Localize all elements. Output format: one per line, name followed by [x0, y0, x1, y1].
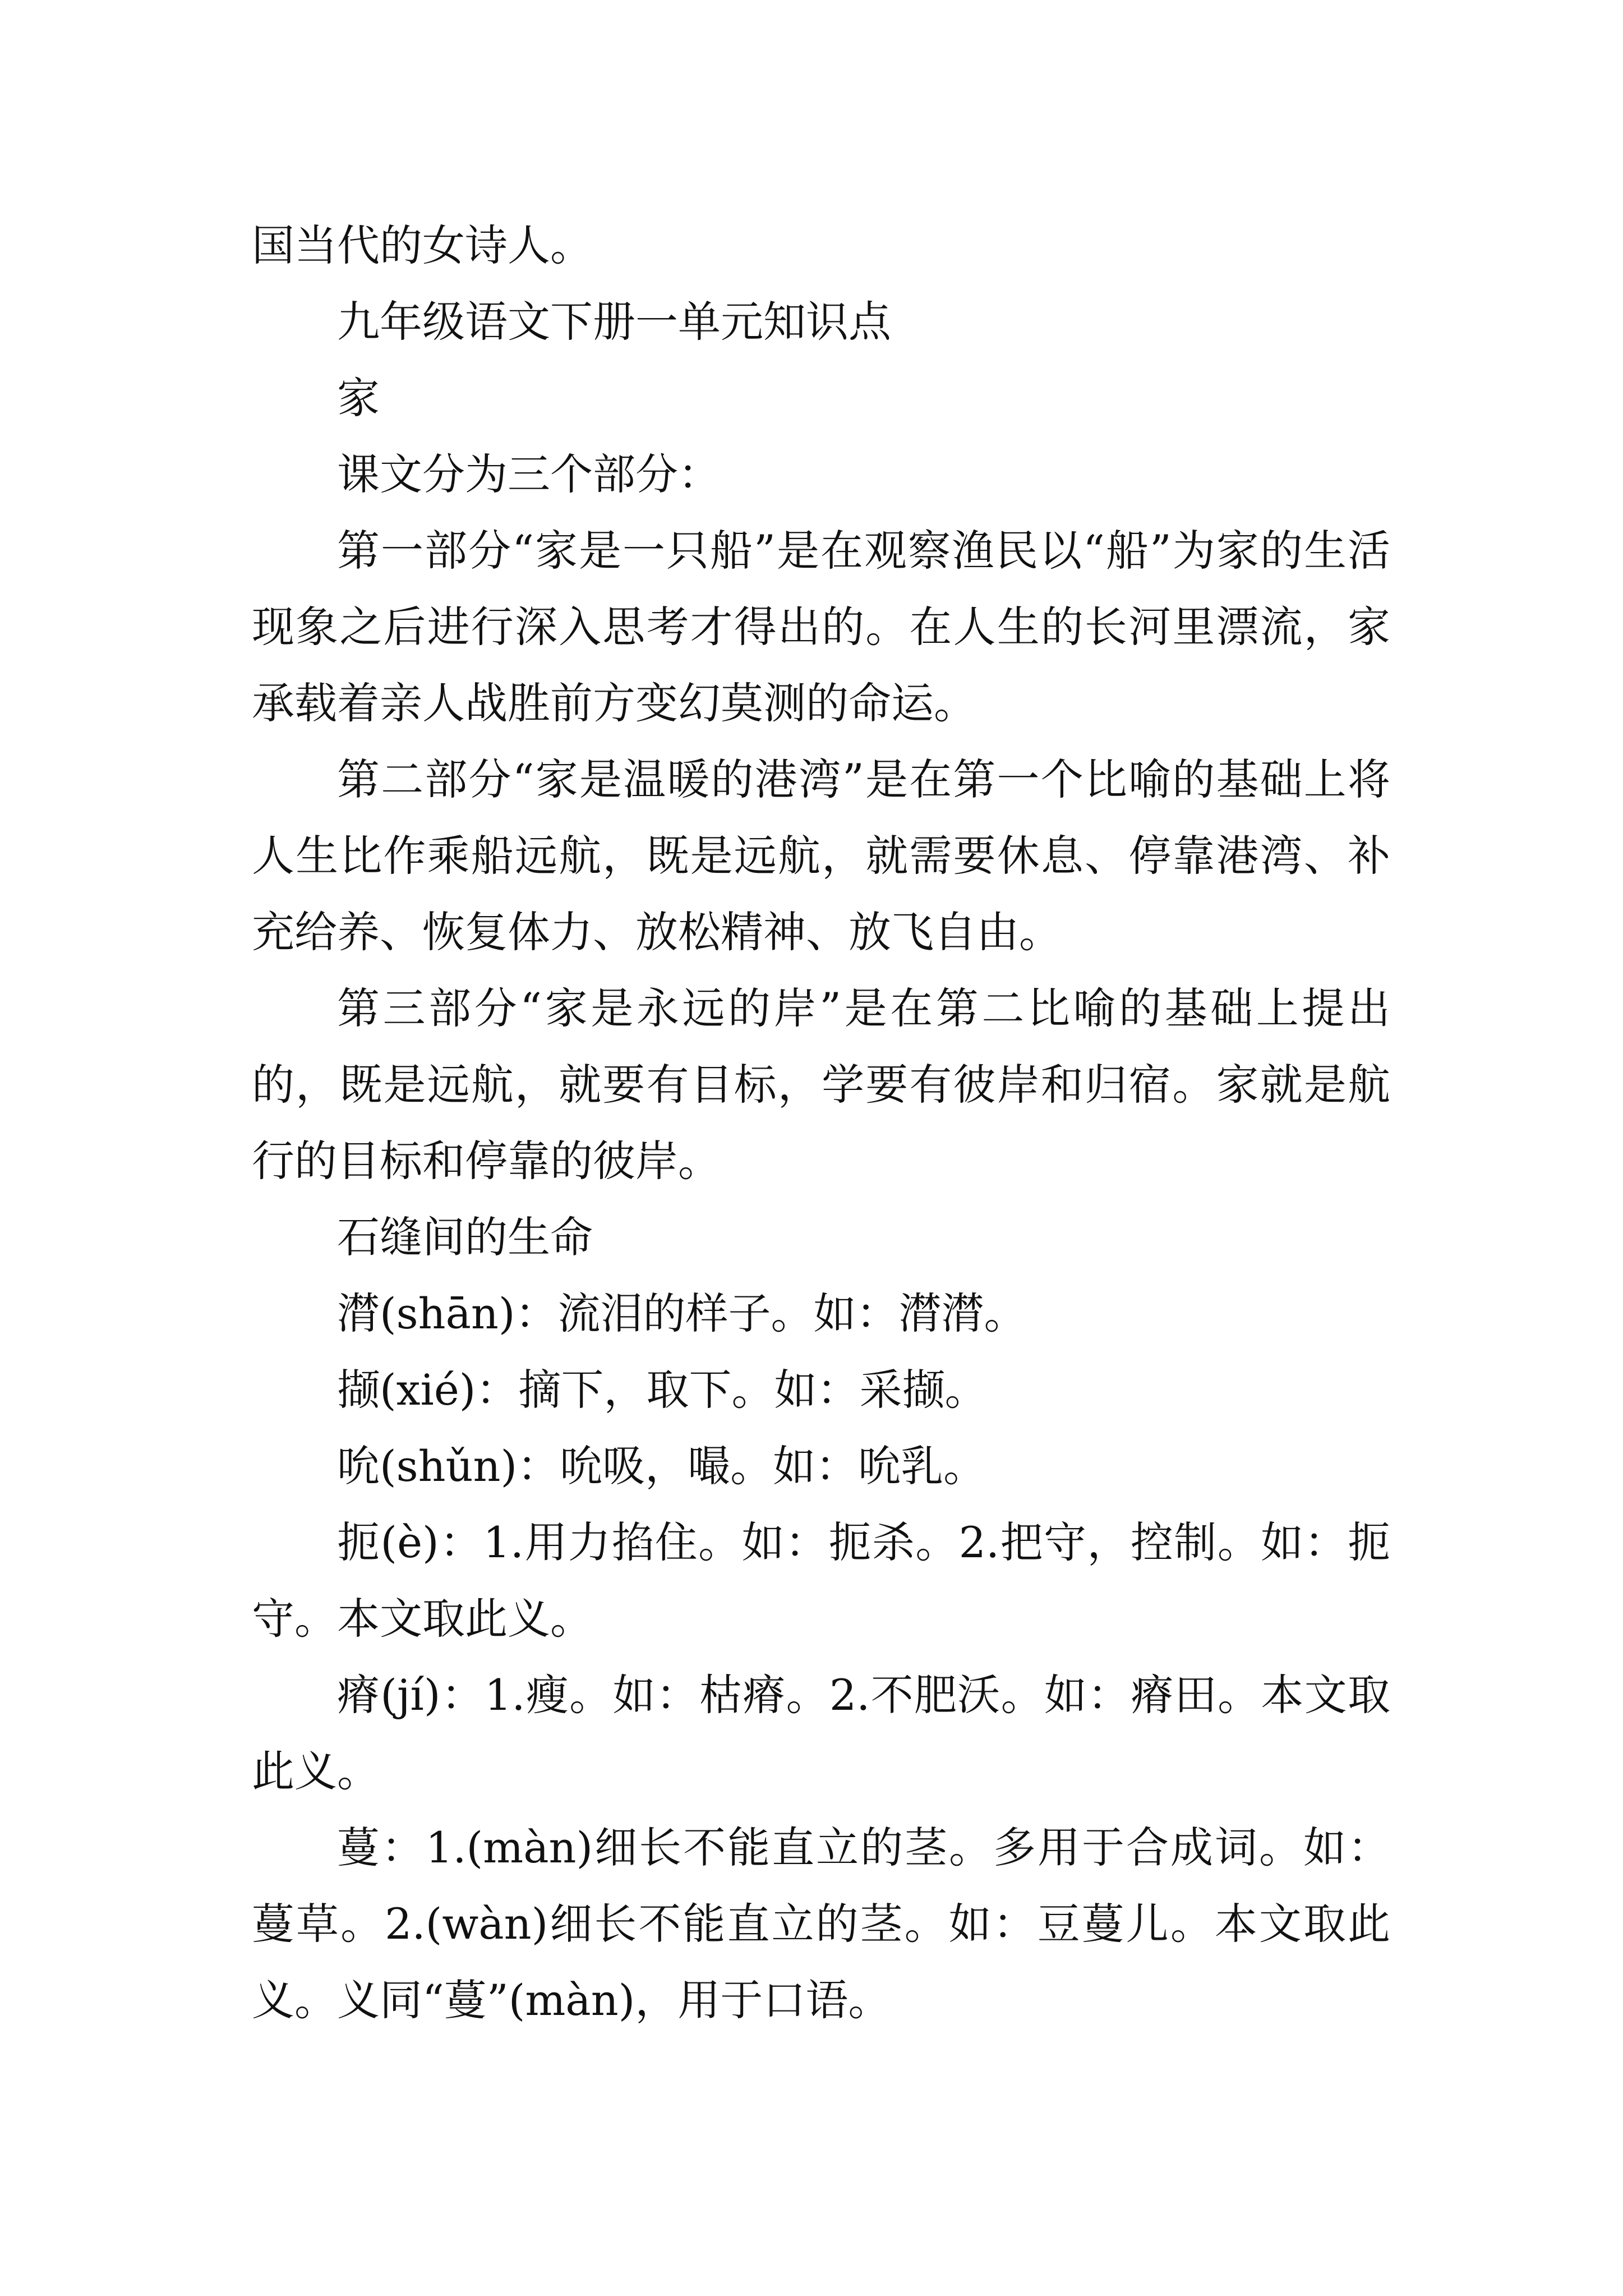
vocab-item: 潸(shān)：流泪的样子。如：潸潸。 [337, 1289, 1027, 1338]
paragraph-part-two: 第二部分“家是温暖的港湾”是在第一个比喻的基础上将人生比作乘船远航，既是远航，就需要休息、停靠港湾、补充给养、恢复体力、放松精神、放飞自由。 [252, 754, 1390, 957]
paragraph-continuation: 国当代的女诗人。 [252, 220, 593, 270]
vocab-item: 瘠(jí)：1.瘦。如：枯瘠。2.不肥沃。如：瘠田。本文取此义。 [252, 1670, 1390, 1796]
vocab-item: 撷(xié)：摘下，取下。如：采撷。 [337, 1365, 988, 1415]
section-heading: 九年级语文下册一单元知识点 [337, 297, 891, 347]
vocab-item: 吮(shǔn)：吮吸，嘬。如：吮乳。 [337, 1441, 986, 1491]
paragraph-part-one: 第一部分“家是一只船”是在观察渔民以“船”为家的生活现象之后进行深入思考才得出的。在人生的长河里漂流，家承载着亲人战胜前方变幻莫测的命运。 [252, 526, 1390, 728]
vocab-item: 蔓：1.(màn)细长不能直立的茎。多用于合成词。如：蔓草。2.(wàn)细长不能直立的茎。如：豆蔓儿。本文取此义。义同“蔓”(màn)，用于口语。 [252, 1823, 1390, 2025]
paragraph-structure-intro: 课文分为三个部分： [337, 449, 721, 499]
lesson-title-life-in-rock: 石缝间的生命 [337, 1212, 593, 1262]
paragraph-part-three: 第三部分“家是永远的岸”是在第二比喻的基础上提出的，既是远航，就要有目标，学要有彼岸和归宿。家就是航行的目标和停靠的彼岸。 [252, 983, 1390, 1186]
lesson-title-home: 家 [337, 373, 380, 423]
document-page [252, 208, 1390, 2039]
vocab-item: 扼(è)：1.用力掐住。如：扼杀。2.把守，控制。如：扼守。本文取此义。 [252, 1517, 1390, 1644]
